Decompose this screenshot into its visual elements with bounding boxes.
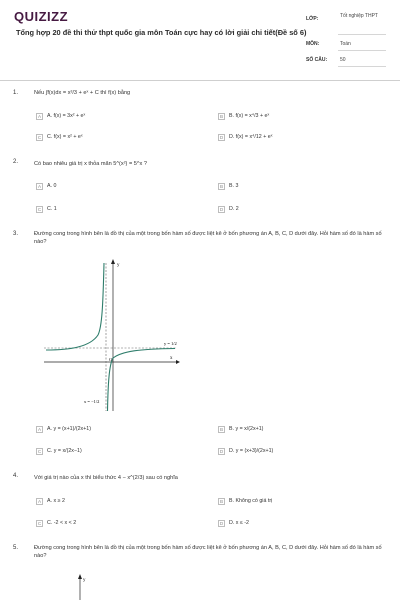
option-text: C. -2 < x < 2 xyxy=(47,520,77,526)
option-text: A. y = (x+1)/(2x+1) xyxy=(47,426,92,432)
worksheet-header xyxy=(0,0,400,81)
x-axis-arrow xyxy=(176,360,180,364)
class-value: Tốt nghiệp THPT xyxy=(340,13,378,19)
option-d[interactable] xyxy=(218,518,249,528)
y-axis-label: y xyxy=(83,578,86,583)
question-number: 1. xyxy=(13,90,19,96)
option-c[interactable] xyxy=(36,132,83,142)
option-letter-box: B xyxy=(219,183,224,189)
option-letter-box: A xyxy=(37,426,42,432)
horizontal-asymptote-label: y = 1/2 xyxy=(164,341,177,346)
option-text: D. x ≤ -2 xyxy=(229,520,249,526)
question-text: Có bao nhiêu giá trị x thỏa mãn 5^(x²) = 5^x ? xyxy=(34,161,147,167)
option-text: D. y = (x+3)/(2x+1) xyxy=(229,448,274,454)
subject-underline xyxy=(338,50,386,51)
count-label: SỐ CÂU: xyxy=(306,57,328,63)
option-text: C. f(x) = x² + eˣ xyxy=(47,134,83,140)
question-number: 5. xyxy=(13,545,19,551)
count-value: 50 xyxy=(340,57,346,63)
option-letter-box: D xyxy=(219,448,224,454)
option-letter-box: B xyxy=(219,498,224,504)
function-graph xyxy=(60,572,100,600)
option-a[interactable] xyxy=(36,111,85,121)
question-text: Đường cong trong hình bên là đồ thị của một trong bốn hàm số được liệt kê ở bốn phương án A, B, C, D dưới đây. Hỏi hàm số đó là hàm số nào? xyxy=(34,545,382,559)
option-c[interactable] xyxy=(36,518,76,528)
option-letter-box: C xyxy=(37,134,42,140)
option-b[interactable] xyxy=(218,424,263,434)
option-a[interactable] xyxy=(36,496,65,506)
option-letter-box: A xyxy=(37,183,42,189)
option-d[interactable] xyxy=(218,446,273,456)
option-letter-box: C xyxy=(37,206,42,212)
y-axis-label: y xyxy=(117,263,120,268)
subject-label: MÔN: xyxy=(306,41,320,47)
function-graph xyxy=(40,255,190,415)
y-axis-arrow xyxy=(78,574,82,579)
quizizz-logo: QUIZIZZ xyxy=(14,9,69,24)
option-letter-box: B xyxy=(219,426,224,432)
question-text: Đường cong trong hình bên là đồ thị của một trong bốn hàm số được liệt kê ở bốn phương án A, B, C, D dưới đây. Hỏi hàm số đó là hàm số nào? xyxy=(34,231,382,245)
option-text: C. 1 xyxy=(47,206,57,212)
option-b[interactable] xyxy=(218,496,272,506)
option-letter-box: D xyxy=(219,520,224,526)
class-label: LỚP: xyxy=(306,16,319,22)
option-text: C. y = x/(2x−1) xyxy=(47,448,82,454)
option-letter-box: D xyxy=(219,134,224,140)
question-text: Với giá trị nào của x thì biểu thức 4 − x^(2/3) sau có nghĩa xyxy=(34,475,178,481)
x-axis-label: x xyxy=(170,356,173,361)
count-underline xyxy=(338,66,386,67)
option-text: D. f(x) = x⁴/12 + eˣ xyxy=(229,134,273,140)
option-a[interactable] xyxy=(36,181,56,191)
option-c[interactable] xyxy=(36,204,57,214)
right-branch-curve xyxy=(108,349,176,412)
option-text: A. f(x) = 3x² + eˣ xyxy=(47,113,86,119)
option-text: A. 0 xyxy=(47,183,57,189)
option-letter-box: C xyxy=(37,520,42,526)
option-b[interactable] xyxy=(218,181,238,191)
class-underline xyxy=(338,34,386,35)
option-text: B. 3 xyxy=(229,183,239,189)
option-letter-box: C xyxy=(37,448,42,454)
subject-value: Toán xyxy=(340,41,351,47)
option-letter-box: A xyxy=(37,113,42,119)
option-a[interactable] xyxy=(36,424,91,434)
option-c[interactable] xyxy=(36,446,82,456)
origin-label: O xyxy=(109,357,113,362)
option-text: B. Không có giá trị xyxy=(229,498,273,504)
option-text: D. 2 xyxy=(229,206,239,212)
left-branch-curve xyxy=(46,263,104,350)
question-number: 3. xyxy=(13,231,19,237)
option-text: A. x ≥ 2 xyxy=(47,498,65,504)
option-letter-box: D xyxy=(219,206,224,212)
option-text: B. f(x) = x⁴/3 + eˣ xyxy=(229,113,270,119)
question-text: Nếu ∫f(x)dx = x³/3 + eˣ + C thì f(x) bằng xyxy=(34,90,131,96)
question-number: 4. xyxy=(13,473,19,479)
question-number: 2. xyxy=(13,159,19,165)
document-title: Tổng hợp 20 đề thi thử thpt quốc gia môn Toán cực hay có lời giải chi tiết(Đề số 6) xyxy=(16,28,307,37)
option-letter-box: B xyxy=(219,113,224,119)
option-d[interactable] xyxy=(218,204,239,214)
option-text: B. y = x/(2x+1) xyxy=(229,426,264,432)
option-letter-box: A xyxy=(37,498,42,504)
y-axis-arrow xyxy=(111,259,115,264)
vertical-asymptote-label: x = −1/2 xyxy=(84,399,100,404)
option-b[interactable] xyxy=(218,111,269,121)
option-d[interactable] xyxy=(218,132,272,142)
